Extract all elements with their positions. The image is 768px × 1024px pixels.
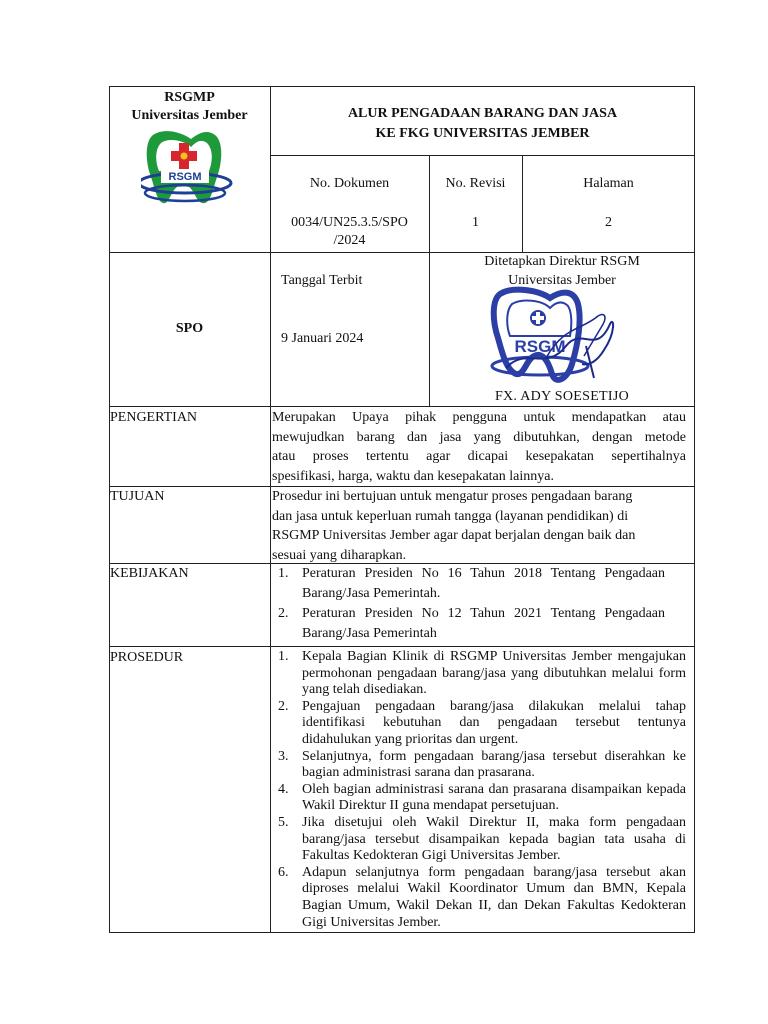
table-border-left bbox=[109, 86, 110, 933]
pengertian-label: PENGERTIAN bbox=[110, 410, 198, 425]
logo-subtext: UNIVERSITAS JEMBER bbox=[165, 184, 205, 188]
list-item-text: Selanjutnya, form pengadaan barang/jasa tersebut diserahkan ke bagian administrasi sarana dan prasarana. bbox=[302, 748, 686, 781]
list-item bbox=[272, 865, 686, 931]
list-item bbox=[272, 604, 665, 643]
document-title-line1: ALUR PENGADAAN BARANG DAN JASA bbox=[347, 106, 618, 121]
list-item-text: Peraturan Presiden No 16 Tahun 2018 Tentang Pengadaan Barang/Jasa Pemerintah. bbox=[302, 566, 665, 601]
list-item-text: Kepala Bagian Klinik di RSGMP Universitas Jember mengajukan permohonan pengadaan barang/jasa yang dibutuhkan melalui form yang telah disediakan. bbox=[302, 649, 686, 698]
list-item-text: Oleh bagian administrasi sarana dan prasarana disampaikan kepada Wakil Direktur II guna mendapat persetujuan. bbox=[302, 781, 686, 814]
list-item-text: Pengajuan pengadaan barang/jasa dilakukan melalui tahap identifikasi kebutuhan dan pengadaan tersebut tentunya didahulukan yang prioritas dan urgent. bbox=[302, 698, 686, 747]
tanggal-terbit-value: 9 Januari 2024 bbox=[281, 331, 364, 346]
pengertian-line: atau proses tertentu agar dicapai kesepakatan sepertihalnya bbox=[272, 449, 686, 464]
pengertian-line: Merupakan Upaya pihak pengguna untuk mendapatkan atau bbox=[272, 410, 686, 425]
halaman-value: 2 bbox=[605, 215, 612, 230]
list-item bbox=[272, 815, 686, 865]
list-item bbox=[272, 749, 686, 782]
stamp-icon bbox=[486, 286, 626, 391]
stamp-text: RSGM bbox=[514, 337, 566, 356]
no-revisi-label: No. Revisi bbox=[445, 176, 506, 191]
list-item-number: 2. bbox=[278, 698, 289, 714]
no-dokumen-label: No. Dokumen bbox=[309, 176, 390, 191]
no-revisi-value: 1 bbox=[472, 215, 479, 230]
prosedur-label: PROSEDUR bbox=[110, 650, 184, 665]
spo-divider bbox=[109, 406, 695, 407]
org-university: Universitas Jember bbox=[131, 108, 248, 123]
prosedur-list bbox=[272, 649, 686, 931]
list-item bbox=[272, 782, 686, 815]
pengertian-line: mewujudkan barang dan jasa yang dibutuhkan, dengan metode bbox=[272, 429, 686, 445]
pengertian-line: spesifikasi, harga, waktu dan kesepakatan lainnya. bbox=[272, 468, 554, 484]
tujuan-line: Prosedur ini bertujuan untuk mengatur proses pengadaan barang bbox=[272, 489, 633, 504]
kebijakan-label: KEBIJAKAN bbox=[110, 566, 189, 581]
list-item bbox=[272, 649, 686, 699]
list-item-number: 1. bbox=[278, 566, 289, 581]
kebijakan-list bbox=[272, 564, 665, 644]
list-item-number: 3. bbox=[278, 748, 289, 764]
tanggal-terbit-label: Tanggal Terbit bbox=[281, 273, 363, 288]
rsgm-stamp bbox=[486, 286, 626, 391]
list-item-number: 4. bbox=[278, 781, 289, 797]
list-item-text: Peraturan Presiden No 12 Tahun 2021 Tentang Pengadaan Barang/Jasa Pemerintah bbox=[302, 606, 665, 641]
tooth-logo-icon bbox=[141, 127, 241, 211]
list-item-text: Jika disetujui oleh Wakil Direktur II, maka form pengadaan barang/jasa tersebut disampaikan kepada bagian tata usaha di Fakultas Kedokteran Gigi Universitas Jember. bbox=[302, 814, 686, 864]
list-item-number: 1. bbox=[278, 649, 289, 664]
tujuan-line: dan jasa untuk keperluan rumah tangga (layanan pendidikan) di bbox=[272, 508, 629, 524]
spo-label: SPO bbox=[175, 321, 204, 336]
rsgm-logo bbox=[141, 127, 241, 211]
list-item bbox=[272, 564, 665, 603]
org-name: RSGMP bbox=[164, 90, 215, 105]
no-dokumen-value: 0034/UN25.3.5/SPO bbox=[291, 215, 408, 230]
tujuan-label: TUJUAN bbox=[110, 489, 165, 504]
ditetapkan-line1: Ditetapkan Direktur RSGM bbox=[484, 254, 640, 269]
list-item-number: 2. bbox=[278, 606, 289, 621]
tujuan-line: sesuai yang diharapkan. bbox=[272, 547, 407, 563]
halaman-label: Halaman bbox=[583, 176, 634, 191]
document-title-line2: KE FKG UNIVERSITAS JEMBER bbox=[375, 126, 590, 141]
list-item bbox=[272, 699, 686, 749]
tujuan-line: RSGMP Universitas Jember agar dapat berjalan dengan baik dan bbox=[272, 528, 636, 543]
table-border-bottom bbox=[109, 932, 695, 933]
spo-document bbox=[109, 86, 695, 933]
list-item-text: Adapun selanjutnya form pengadaan barang/jasa tersebut akan diproses melalui Wakil Koordinator Umum dan BMN, Kepala Bagian Umum, Wakil Dekan II, dan Dekan Fakultas Kedokteran Gigi Universitas Jember. bbox=[302, 864, 686, 930]
kebijakan-divider bbox=[109, 646, 695, 647]
ditetapkan-line2: Universitas Jember bbox=[508, 273, 616, 288]
halaman-divider bbox=[522, 155, 523, 253]
title-divider bbox=[270, 155, 695, 156]
list-item-number: 5. bbox=[278, 814, 289, 830]
tujuan-text bbox=[272, 487, 686, 565]
signatory-name: FX. ADY SOESETIJO bbox=[494, 389, 630, 404]
table-border-top bbox=[109, 86, 695, 87]
logo-text: RSGM bbox=[168, 171, 202, 183]
no-dokumen-value-cont: /2024 bbox=[333, 233, 366, 248]
pengertian-text bbox=[272, 408, 686, 486]
list-item-number: 6. bbox=[278, 864, 289, 880]
